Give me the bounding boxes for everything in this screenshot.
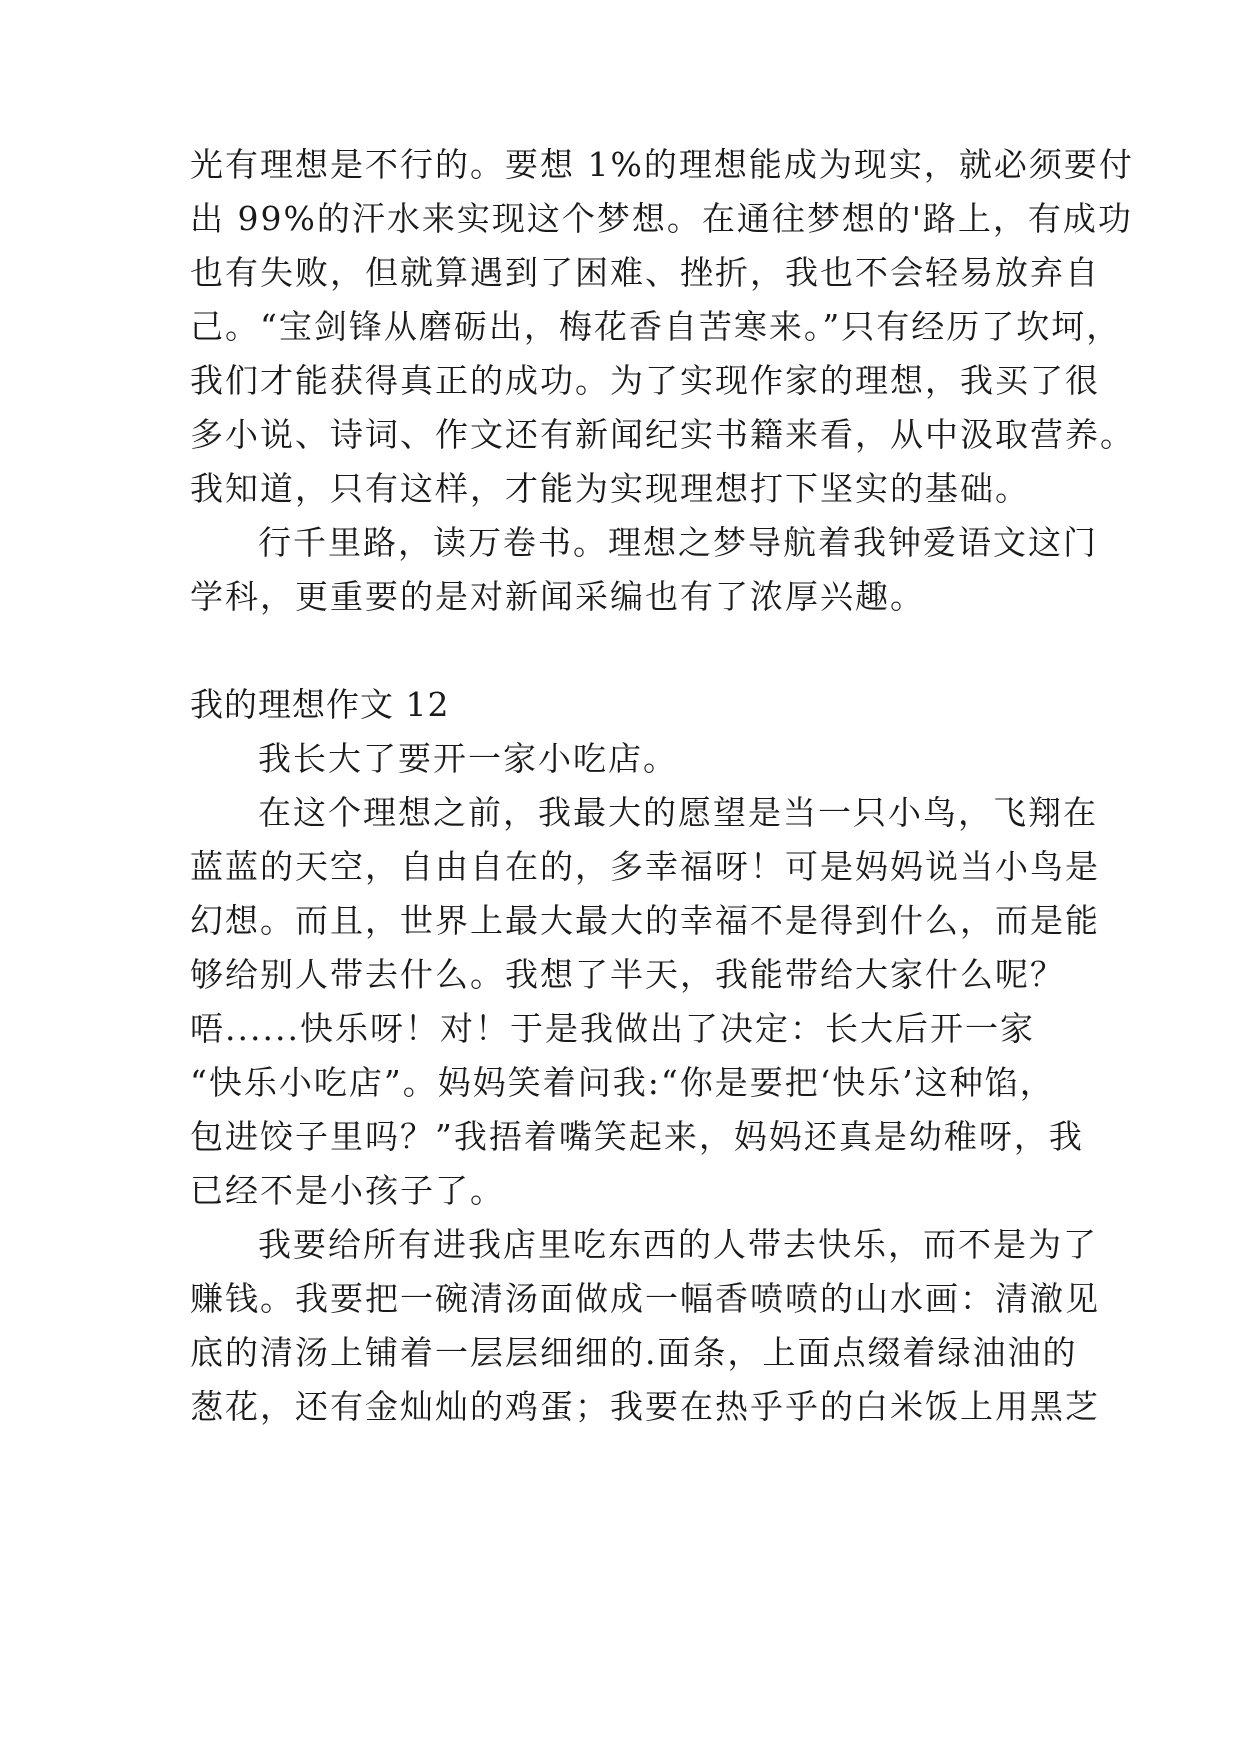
- paragraph-line: 包进饺子里吗？”我捂着嘴笑起来，妈妈还真是幼稚呀，我: [190, 1117, 1084, 1156]
- paragraph-line: 够给别人带去什么。我想了半天，我能带给大家什么呢？: [190, 955, 1065, 994]
- paragraph-line: 我们才能获得真正的成功。为了实现作家的理想，我买了很: [190, 361, 1100, 400]
- essay-title: 我的理想作文 12: [190, 685, 450, 724]
- paragraph-line: 我长大了要开一家小吃店。: [258, 739, 678, 778]
- paragraph-line: 学科，更重要的是对新闻采编也有了浓厚兴趣。: [190, 577, 925, 616]
- paragraph-line: 己。“宝剑锋从磨砺出，梅花香自苦寒来。”只有经历了坎坷，: [190, 307, 1122, 346]
- paragraph-line: 也有失败，但就算遇到了困难、挫折，我也不会轻易放弃自: [190, 253, 1100, 292]
- paragraph-line: 我要给所有进我店里吃东西的人带去快乐，而不是为了: [258, 1225, 1098, 1264]
- paragraph-line: 唔......快乐呀！对！于是我做出了决定：长大后开一家: [190, 1009, 1035, 1048]
- paragraph-line: 已经不是小孩子了。: [190, 1171, 505, 1210]
- paragraph-line: 底的清汤上铺着一层层细细的.面条，上面点缀着绿油油的: [190, 1333, 1078, 1372]
- paragraph-line: 赚钱。我要把一碗清汤面做成一幅香喷喷的山水画：清澈见: [190, 1279, 1100, 1318]
- paragraph-line: 我知道，只有这样，才能为实现理想打下坚实的基础。: [190, 469, 1030, 508]
- paragraph-line: 行千里路，读万卷书。理想之梦导航着我钟爱语文这门: [258, 523, 1098, 562]
- paragraph-line: 蓝蓝的天空，自由自在的，多幸福呀！可是妈妈说当小鸟是: [190, 847, 1100, 886]
- paragraph-line: 葱花，还有金灿灿的鸡蛋；我要在热乎乎的白米饭上用黑芝: [190, 1387, 1100, 1426]
- paragraph-line: 多小说、诗词、作文还有新闻纪实书籍来看，从中汲取营养。: [190, 415, 1135, 454]
- paragraph-line: 光有理想是不行的。要想 1%的理想能成为现实，就必须要付: [190, 145, 1134, 184]
- paragraph-line: “快乐小吃店”。妈妈笑着问我:“你是要把‘快乐’这种馅，: [190, 1063, 1055, 1102]
- paragraph-line: 出 99%的汗水来实现这个梦想。在通往梦想的'路上，有成功: [190, 199, 1133, 238]
- paragraph-line: 在这个理想之前，我最大的愿望是当一只小鸟，飞翔在: [258, 793, 1098, 832]
- paragraph-line: 幻想。而且，世界上最大最大的幸福不是得到什么，而是能: [190, 901, 1100, 940]
